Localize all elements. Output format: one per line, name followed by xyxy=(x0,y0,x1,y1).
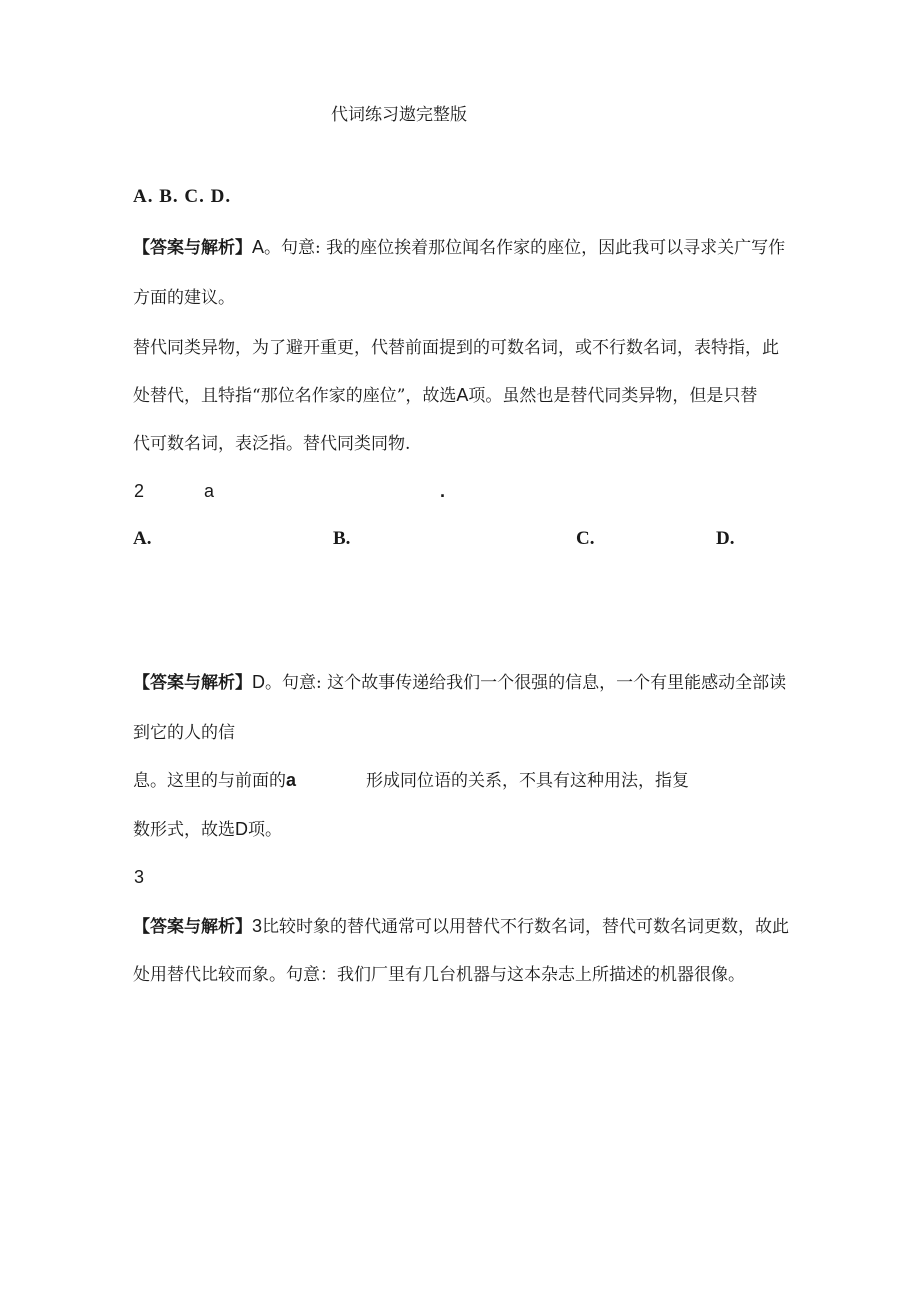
q2-line4-pre: 数形式，故选 xyxy=(133,820,235,840)
q2-number: 2 xyxy=(134,481,145,501)
q1-line4-letter: A xyxy=(456,385,469,405)
q1-answer-line-2: 方面的建议。 xyxy=(133,288,235,308)
q3-answer-line-2: 处用替代比较而象。句意：我们厂里有几台机器与这本杂志上所描述的机器很像。 xyxy=(133,965,745,985)
q3-answer-label: 【答案与解析】 xyxy=(133,917,252,937)
q2-answer-line-4 xyxy=(133,818,282,841)
q2-answer-line-1 xyxy=(133,671,786,694)
q2-period: . xyxy=(440,481,446,501)
q1-answer-letter: A xyxy=(252,237,265,257)
q2-blank-word: a xyxy=(204,481,215,501)
q1-answer-line-1 xyxy=(133,236,785,259)
q1-options: A. B. C. D. xyxy=(133,186,232,207)
q2-line3-pre: 息。这里的与前面的 xyxy=(133,771,286,791)
q2-answer-label: 【答案与解析】 xyxy=(133,673,252,693)
q2-option-c: C. xyxy=(576,528,595,549)
q1-line4-pre: 处替代，且特指“那位名作家的座位”，故选 xyxy=(133,386,457,406)
q1-answer-line-3: 替代同类异物，为了避开重更，代替前面提到的可数名词，或不行数名词，表特指，此 xyxy=(133,338,779,358)
q3-answer-line-1 xyxy=(133,915,789,938)
q2-answer-letter: D xyxy=(252,672,265,692)
q2-answer-line-2: 到它的人的信 xyxy=(133,723,235,743)
q1-answer-text: 。句意: 我的座位挨着那位闻名作家的座位，因此我可以寻求关广写作 xyxy=(264,238,786,258)
q2-line3-post: 形成同位语的关系，不具有这种用法，指复 xyxy=(366,771,689,791)
q2-line4-letter: D xyxy=(235,819,248,839)
q2-answer-text: 。句意: 这个故事传递给我们一个很强的信息，一个有里能感动全部读 xyxy=(265,673,787,693)
q1-line4-post: 项。虽然也是替代同类异物，但是只替 xyxy=(468,386,758,406)
q2-option-a: A. xyxy=(133,528,152,549)
q2-line4-post: 项。 xyxy=(248,820,282,840)
q2-answer-line-3 xyxy=(133,769,689,792)
q1-answer-line-4 xyxy=(133,384,757,407)
q2-line3-a: a xyxy=(286,770,297,790)
q2-option-b: B. xyxy=(333,528,351,549)
q3-number: 3 xyxy=(134,867,145,887)
q2-option-d: D. xyxy=(716,528,735,549)
q3-answer-text: 比较时象的替代通常可以用替代不行数名词，替代可数名词更数，故此 xyxy=(262,917,790,937)
q3-answer-letter: 3 xyxy=(252,916,263,936)
page-title: 代词练习遨完整版 xyxy=(331,105,467,125)
q1-answer-label: 【答案与解析】 xyxy=(133,238,252,258)
q1-answer-line-5: 代可数名词，表泛指。替代同类同物. xyxy=(133,434,411,454)
